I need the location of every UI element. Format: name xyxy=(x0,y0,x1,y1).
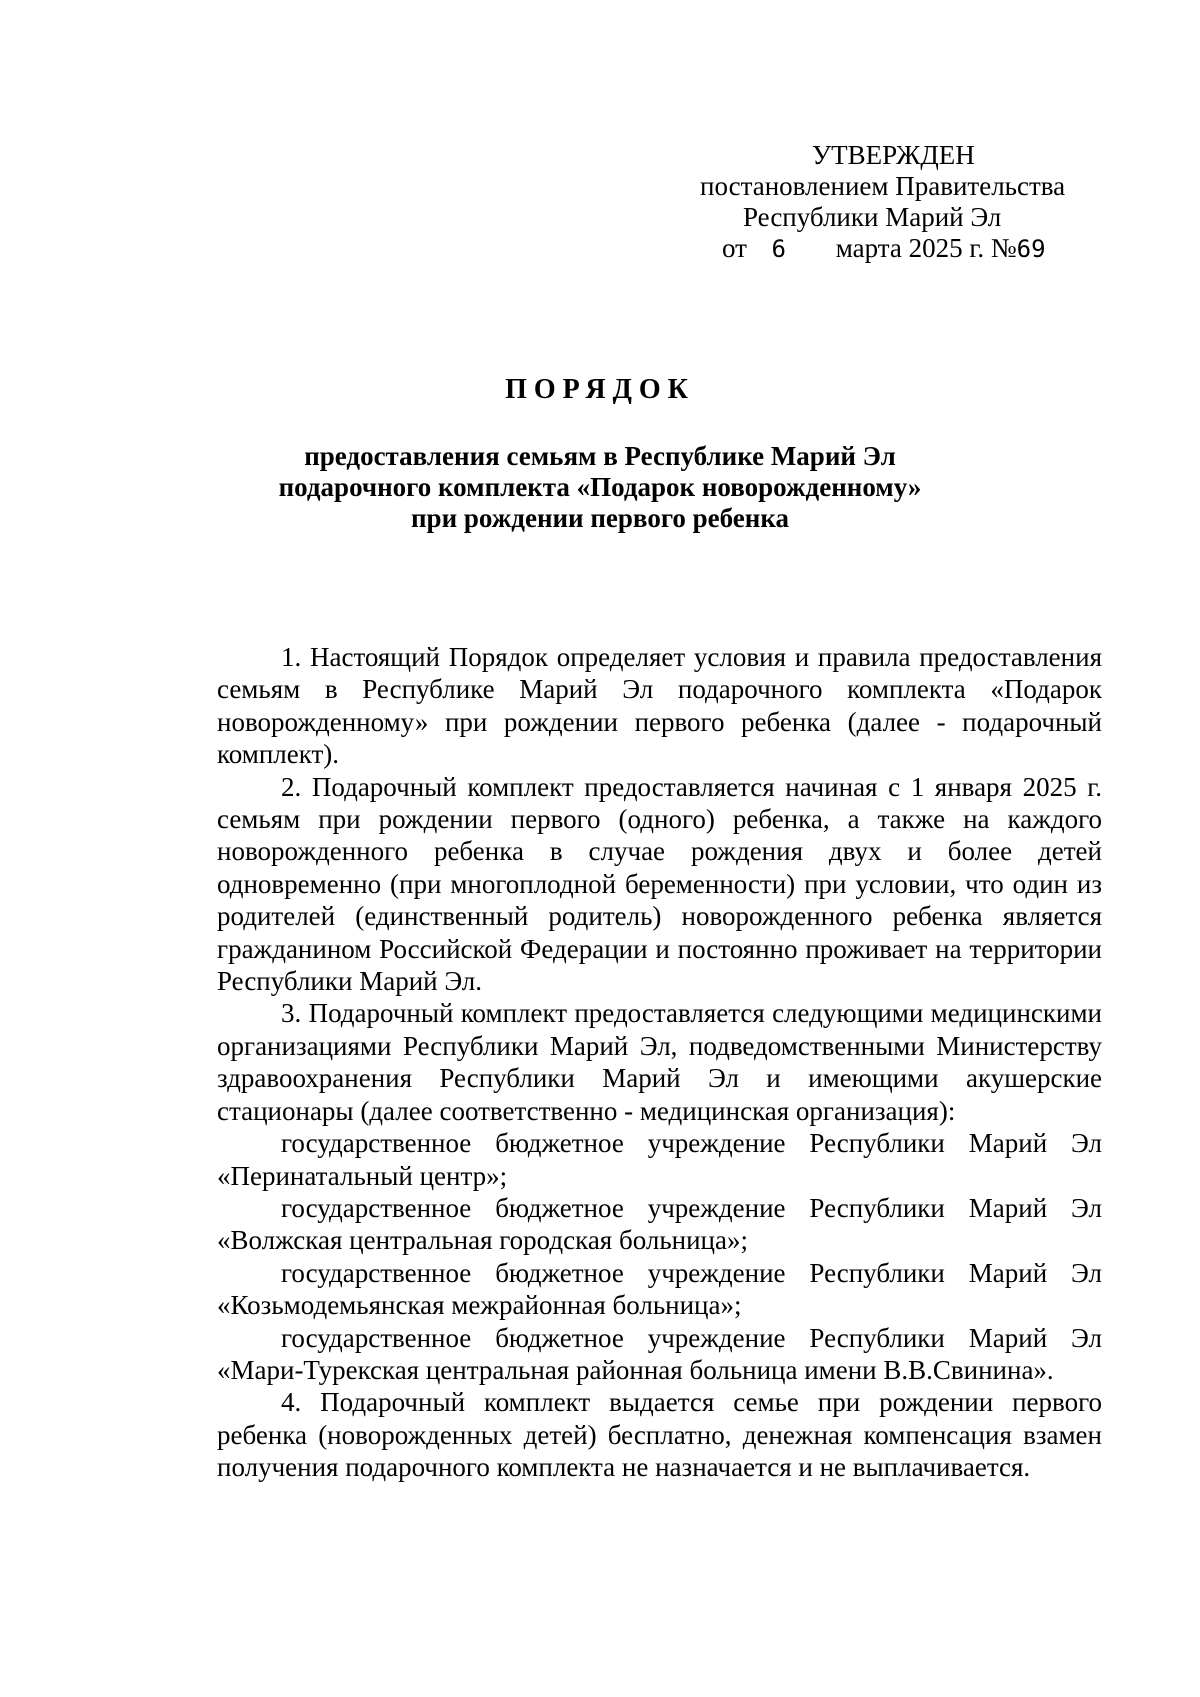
institution-4: государственное бюджетное учреждение Республики Марий Эл «Мари-Турекская центральная районная больница имени В.В.Свинина». xyxy=(217,1322,1102,1385)
approval-decree-line: постановлением Правительства xyxy=(700,171,1066,201)
institution-3: государственное бюджетное учреждение Республики Марий Эл «Козьмодемьянская межрайонная больница»; xyxy=(217,1257,1102,1321)
institution-1: государственное бюджетное учреждение Республики Марий Эл «Перинатальный центр»; xyxy=(217,1128,1102,1191)
document-title: ПОРЯДОК xyxy=(505,374,695,405)
approval-region-line: Республики Марий Эл xyxy=(743,202,1002,232)
institution-2: государственное бюджетное учреждение Республики Марий Эл «Волжская центральная городская больница»; xyxy=(217,1192,1102,1256)
subtitle-line-3: при рождении первого ребенка xyxy=(411,503,789,533)
paragraph-1: 1. Настоящий Порядок определяет условия и правила предоставления семьям в Республике Марий Эл подарочного комплекта «Подарок новорожденному» при рождении первого ребенка (далее - подарочный комплект). xyxy=(217,642,1102,770)
approval-heading: УТВЕРЖДЕН xyxy=(812,140,975,170)
subtitle-line-2: подарочного комплекта «Подарок новорожденному» xyxy=(278,472,922,502)
approval-day: 6 xyxy=(771,235,786,263)
paragraph-3: 3. Подарочный комплект предоставляется следующими медицинскими организациями Республики Марий Эл, подведомственными Министерству здравоохранения Республики Марий Эл и имеющими акушерские стационары (далее соответственно - медицинская организация): xyxy=(217,998,1102,1126)
document-body xyxy=(217,641,1102,1484)
approval-date-text: марта 2025 г. № xyxy=(835,233,1017,263)
approval-number: 69 xyxy=(1016,235,1046,263)
approval-from: от xyxy=(722,233,747,263)
document-subtitle xyxy=(0,441,1200,534)
approval-date-line xyxy=(700,233,1130,265)
subtitle-line-1: предоставления семьям в Республике Марий Эл xyxy=(304,441,896,471)
paragraph-2: 2. Подарочный комплект предоставляется начиная с 1 января 2025 г. семьям при рождении первого (одного) ребенка, а также на каждого новорожденного ребенка в случае рождения двух и более детей одновременно (при многоплодной беременности) при условии, что один из родителей (единственный родитель) новорожденного ребенка является гражданином Российской Федерации и постоянно проживает на территории Республики Марий Эл. xyxy=(217,771,1102,997)
paragraph-4: 4. Подарочный комплект выдается семье при рождении первого ребенка (новорожденных детей) бесплатно, денежная компенсация взамен получения подарочного комплекта не назначается и не выплачивается. xyxy=(217,1387,1102,1483)
approval-stamp xyxy=(700,140,1130,265)
